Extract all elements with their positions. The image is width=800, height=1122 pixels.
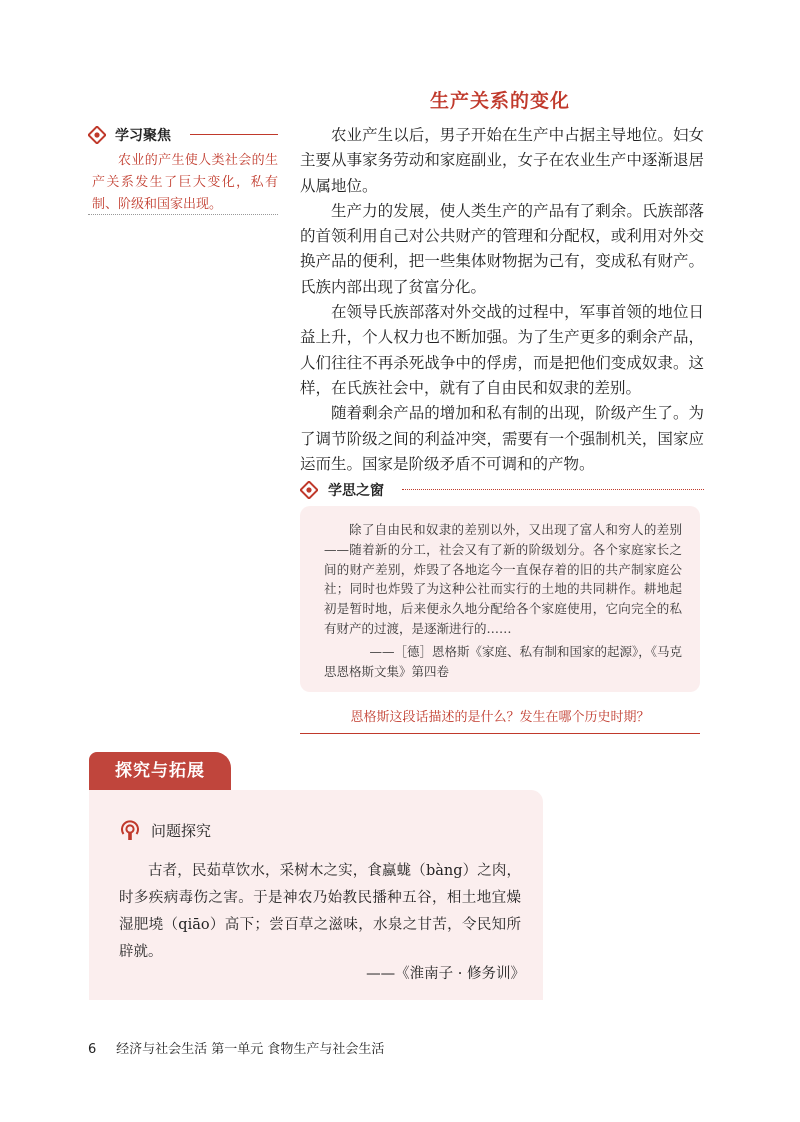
quote-source-line1: ——［德］恩格斯《家庭、私有制和国家的起源》，《马克 — [369, 644, 682, 659]
main-body — [300, 123, 704, 477]
focus-header — [88, 125, 278, 145]
inquiry-icon — [119, 820, 141, 842]
window-header — [300, 480, 704, 500]
window-divider — [402, 489, 704, 490]
window-question: 恩格斯这段话描述的是什么？发生在哪个历史时期？ — [350, 710, 650, 725]
focus-diamond-icon — [88, 126, 106, 144]
window-diamond-icon — [300, 481, 318, 499]
focus-title: 学习聚焦 — [115, 128, 171, 144]
explore-source: ——《淮南子 · 修务训》 — [366, 966, 525, 982]
paragraph: 生产力的发展，使人类生产的产品有了剩余。氏族部落的首领利用自己对公共财产的管理和分配权，或利用对外交换产品的便利，把一些集体财物据为己有，变成私有财产。氏族内部出现了贫富分化。 — [300, 201, 704, 296]
explore-tab: 探究与拓展 — [89, 752, 231, 790]
section-title: 生产关系的变化 — [429, 90, 570, 112]
explore-title: 问题探究 — [151, 822, 212, 840]
paragraph: 随着剩余产品的增加和私有制的出现，阶级产生了。为了调节阶级之间的利益冲突，需要有一个强制机关，国家应运而生。国家是阶级矛盾不可调和的产物。 — [300, 404, 704, 473]
footer-text: 经济与社会生活 第一单元 食物生产与社会生活 — [116, 1042, 385, 1057]
explore-text: 古者，民茹草饮水，采树木之实，食蠃蛖（bàng）之肉，时多疾病毒伤之害。于是神农乃始教民播种五谷，相土地宜燥湿肥墝（qiāo）高下；尝百草之滋味，水泉之甘苦，令民知所辟就。 — [119, 863, 521, 960]
focus-text: 农业的产生使人类社会的生产关系发生了巨大变化，私有制、阶级和国家出现。 — [92, 153, 278, 212]
question-divider — [300, 733, 700, 734]
focus-bottom-divider — [88, 214, 278, 215]
paragraph: 在领导氏族部落对外交战的过程中，军事首领的地位日益上升，个人权力也不断加强。为了生产更多的剩余产品，人们往往不再杀死战争中的俘虏，而是把他们变成奴隶。这样，在氏族社会中，就有了自由民和奴隶的差别。 — [300, 303, 704, 397]
explore-box — [89, 790, 543, 1000]
quote-text: 除了自由民和奴隶的差别以外，又出现了富人和穷人的差别——随着新的分工，社会又有了新的阶级划分。各个家庭家长之间的财产差别，炸毁了各地迄今一直保存着的旧的共产制家庭公社；同时也炸毁了为这种公社而实行的土地的共同耕作。耕地起初是暂时地，后来便永久地分配给各个家庭使用，它向完全的私有财产的过渡，是逐渐进行的…… — [324, 522, 682, 636]
paragraph: 农业产生以后，男子开始在生产中占据主导地位。妇女主要从事家务劳动和家庭副业，女子在农业生产中逐渐退居从属地位。 — [300, 126, 704, 195]
window-title: 学思之窗 — [328, 483, 384, 499]
quote-source-line2: 思恩格斯文集》第四卷 — [324, 664, 450, 679]
quote-box — [300, 506, 700, 692]
page-number: 6 — [88, 1042, 97, 1057]
page-footer — [88, 1038, 384, 1057]
focus-divider — [190, 134, 278, 135]
